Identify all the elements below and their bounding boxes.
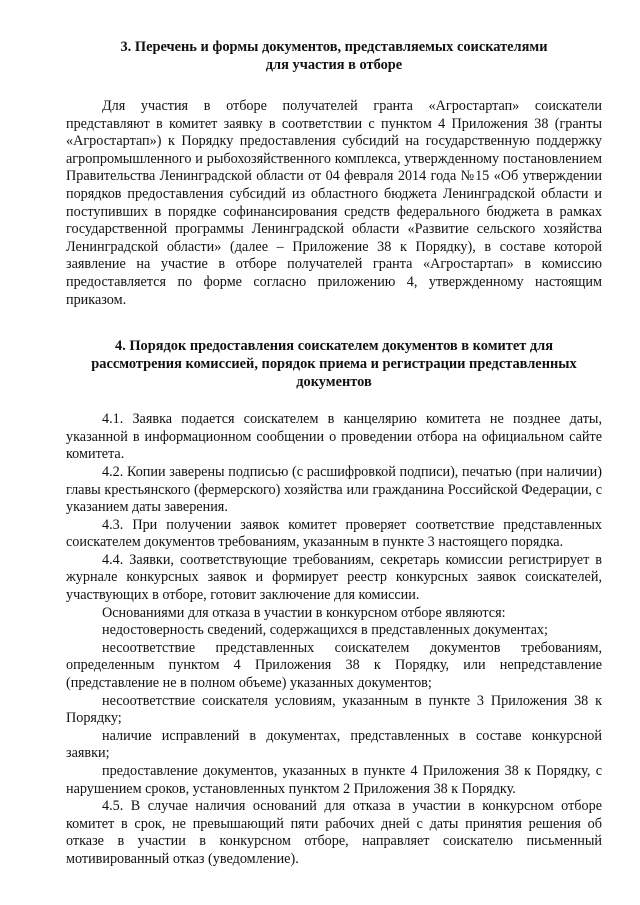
section-3-heading [66, 38, 602, 74]
section-4-title-line1: 4. Порядок предоставления соискателем документов в комитет для [114, 338, 554, 355]
section-4-title-line2: рассмотрения комиссией, порядок приема и регистрации представленных [91, 356, 577, 373]
refusal-ground-3: несоответствие соискателя условиям, указанным в пункте 3 Приложения 38 к Порядку; [66, 692, 602, 727]
refusal-ground-4: наличие исправлений в документах, представленных в составе конкурсной заявки; [66, 727, 602, 762]
refusal-ground-1: недостоверность сведений, содержащихся в представленных документах; [102, 622, 548, 639]
section-3-title-line1: 3. Перечень и формы документов, представляемых соискателями [120, 39, 548, 55]
section-4-title-line3: документов [296, 374, 372, 391]
refusal-grounds-intro: Основаниями для отказа в участии в конкурсном отборе являются: [102, 604, 506, 621]
clause-4-3: 4.3. При получении заявок комитет проверяет соответствие представленных соискателем документов требованиям, указанным в пункте 3 настоящего порядка. [66, 516, 602, 551]
clause-4-1: 4.1. Заявка подается соискателем в канцелярию комитета не позднее даты, указанной в информационном сообщении о проведении отбора на официальном сайте комитета. [66, 411, 602, 463]
section-4-heading [66, 337, 602, 391]
refusal-ground-5: предоставление документов, указанных в пункте 4 Приложения 38 к Порядку, с нарушением сроков, установленных пунктом 2 Приложения 38 к Порядку. [66, 763, 602, 797]
clause-4-2: 4.2. Копии заверены подписью (с расшифровкой подписи), печатью (при наличии) главы крестьянского (фермерского) хозяйства или гражданина Российской Федерации, с указанием даты заверения. [66, 463, 602, 516]
section-3-paragraph: Для участия в отборе получателей гранта «Агростартап» соискатели представляют в комитет заявку в соответствии с пунктом 4 Приложения 38 (гранты «Агростартап») к Порядку предоставления субсидий на государственную поддержку агропромышленного и рыбохозяйственного комплекса, утвержденному постановлением Правительства Ленинградской области от 04 февраля 2014 года №15 «Об утверждении порядков предоставления субсидий из областного бюджета Ленинградской области и поступивших в порядке софинансирования средств федерального бюджета в рамках государственной программы Ленинградской области «Развитие сельского хозяйства Ленинградской области» (далее – Приложение 38 к Порядку), в составе которой заявление на участие в отборе получателей гранта «Агростартап» в комиссию предоставляется по форме согласно приложению 4, утвержденному настоящим приказом. [66, 98, 602, 308]
clause-4-5: 4.5. В случае наличия оснований для отказа в участии в конкурсном отборе комитет в срок, не превышающий пяти рабочих дней с даты принятия решения об отказе в участии в конкурсном отборе, направляет соискателю письменный мотивированный отказ (уведомление). [66, 798, 602, 867]
section-3-title-line2: для участия в отборе [265, 57, 403, 73]
refusal-ground-2: несоответствие представленных соискателем документов требованиям, определенным пунктом 4 Приложения 38 к Порядку, или непредставление (представление не в полном объеме) указанных документов; [66, 639, 602, 692]
clause-4-4: 4.4. Заявки, соответствующие требованиям, секретарь комиссии регистрирует в журнале конкурсных заявок и формирует реестр конкурсных заявок соискателей, участвующих в отборе, готовит заключение для комиссии. [66, 551, 602, 604]
